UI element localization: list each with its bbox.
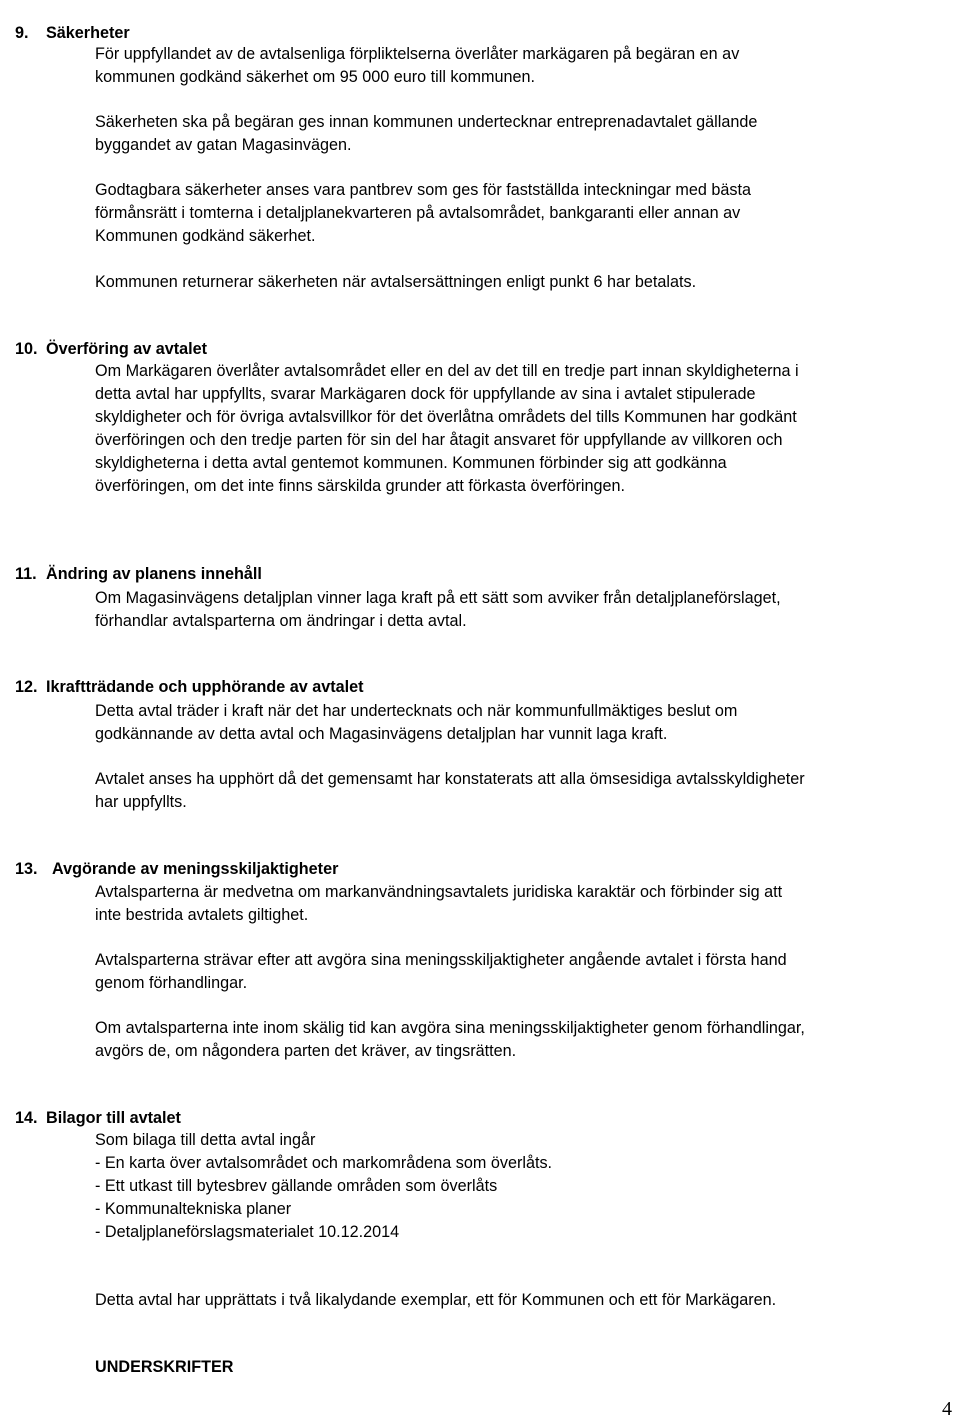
- section-10-heading: [6, 315, 207, 361]
- page-number: 4: [942, 1398, 952, 1420]
- text-line: Detta avtal har upprättats i två likalydande exemplar, ett för Kommunen och ett för Markägaren.: [95, 1291, 777, 1309]
- section-10-number: 10.: [15, 340, 38, 358]
- text-line: inte bestrida avtalets giltighet.: [95, 906, 309, 924]
- text-line: Detta avtal träder i kraft när det har undertecknats och när kommunfullmäktiges beslut om: [95, 702, 738, 720]
- section-12-paragraph-1: [95, 700, 960, 746]
- section-9-title: Säkerheter: [46, 24, 130, 42]
- text-line: Om Magasinvägens detaljplan vinner laga kraft på ett sätt som avviker från detaljplaneförslaget,: [95, 589, 781, 607]
- text-line: förhandlar avtalsparterna om ändringar i detta avtal.: [95, 612, 467, 630]
- list-item: - Detaljplaneförslagsmaterialet 10.12.2014: [95, 1223, 400, 1241]
- text-line: För uppfyllandet av de avtalsenliga förpliktelserna överlåter markägaren på begäran en av: [95, 45, 740, 63]
- section-11-heading: [6, 540, 262, 586]
- text-line: skyldigheterna i detta avtal gentemot kommunen. Kommunen förbinder sig att godkänna: [95, 454, 727, 472]
- text-line: Kommunen godkänd säkerhet.: [95, 227, 316, 245]
- text-line: avgörs de, om någondera parten det kräver, av tingsrätten.: [95, 1042, 517, 1060]
- text-line: byggandet av gatan Magasinvägen.: [95, 136, 352, 154]
- text-line: har uppfyllts.: [95, 793, 187, 811]
- text-line: Som bilaga till detta avtal ingår: [95, 1131, 316, 1149]
- section-12-number: 12.: [15, 678, 38, 696]
- signatures-heading: UNDERSKRIFTER: [95, 1358, 234, 1376]
- section-14-title: Bilagor till avtalet: [46, 1109, 181, 1127]
- section-9-paragraph-1: [95, 43, 960, 89]
- text-line: genom förhandlingar.: [95, 974, 248, 992]
- section-13-heading: [6, 835, 338, 881]
- list-item: - Kommunaltekniska planer: [95, 1200, 292, 1218]
- section-11-number: 11.: [15, 565, 37, 583]
- text-line: Kommunen returnerar säkerheten när avtalsersättningen enligt punkt 6 har betalats.: [95, 273, 697, 291]
- text-line: Godtagbara säkerheter anses vara pantbrev som ges för fastställda inteckningar med bästa: [95, 181, 751, 199]
- text-line: förmånsrätt i tomterna i detaljplanekvarteren på avtalsområdet, bankgaranti eller annan av: [95, 204, 741, 222]
- list-item: - En karta över avtalsområdet och markområdena som överlåts.: [95, 1154, 553, 1172]
- text-line: godkännande av detta avtal och Magasinvägens detaljplan har vunnit laga kraft.: [95, 725, 668, 743]
- section-12-paragraph-2: [95, 768, 960, 814]
- section-10-title: Överföring av avtalet: [46, 340, 208, 358]
- list-item: - Ett utkast till bytesbrev gällande områden som överlåts: [95, 1177, 498, 1195]
- text-line: Avtalet anses ha upphört då det gemensamt har konstaterats att alla ömsesidiga avtalsskyldigheter: [95, 770, 805, 788]
- text-line: kommunen godkänd säkerhet om 95 000 euro till kommunen.: [95, 68, 536, 86]
- attachments-list: [95, 1129, 960, 1244]
- section-14-number: 14.: [15, 1109, 38, 1127]
- section-13-title: Avgörande av meningsskiljaktigheter: [52, 860, 339, 878]
- section-14-paragraph-2: [95, 1289, 960, 1312]
- text-line: Om Markägaren överlåter avtalsområdet eller en del av det till en tredje part innan skyldigheterna i: [95, 362, 799, 380]
- text-line: överföringen, om det inte finns särskilda grunder att förkasta överföringen.: [95, 477, 625, 495]
- section-13-paragraph-1: [95, 881, 960, 927]
- text-line: Avtalsparterna är medvetna om markanvändningsavtalets juridiska karaktär och förbinder sig att: [95, 883, 783, 901]
- section-12-title: Ikraftträdande och upphörande av avtalet: [46, 678, 364, 696]
- section-11-title: Ändring av planens innehåll: [46, 565, 262, 583]
- section-13-number: 13.: [15, 860, 38, 878]
- section-13-paragraph-2: [95, 949, 960, 995]
- section-9-paragraph-3: [95, 179, 960, 248]
- section-9-number: 9.: [15, 24, 29, 42]
- text-line: Säkerheten ska på begäran ges innan kommunen undertecknar entreprenadavtalet gällande: [95, 113, 758, 131]
- section-11-paragraph-1: [95, 587, 960, 633]
- section-9-heading: [6, 0, 130, 45]
- section-12-heading: [6, 653, 364, 699]
- section-10-paragraph-1: [95, 360, 960, 498]
- text-line: detta avtal har uppfyllts, svarar Markägaren dock för uppfyllande av sina i avtalet stipulerade: [95, 385, 756, 403]
- section-13-paragraph-3: [95, 1017, 960, 1063]
- section-9-paragraph-4: [95, 271, 960, 294]
- text-line: Avtalsparterna strävar efter att avgöra sina meningsskiljaktigheter angående avtalet i första hand: [95, 951, 787, 969]
- text-line: överföringen och den tredje parten för sin del har åtagit ansvaret för uppfyllande av villkoren och: [95, 431, 783, 449]
- section-9-paragraph-2: [95, 111, 960, 157]
- text-line: skyldigheter och för övriga avtalsvillkor för det överlåtna områdets del tills Kommunen har godkänt: [95, 408, 797, 426]
- section-14-heading: [6, 1084, 181, 1130]
- text-line: Om avtalsparterna inte inom skälig tid kan avgöra sina meningsskiljaktigheter genom förhandlingar,: [95, 1019, 805, 1037]
